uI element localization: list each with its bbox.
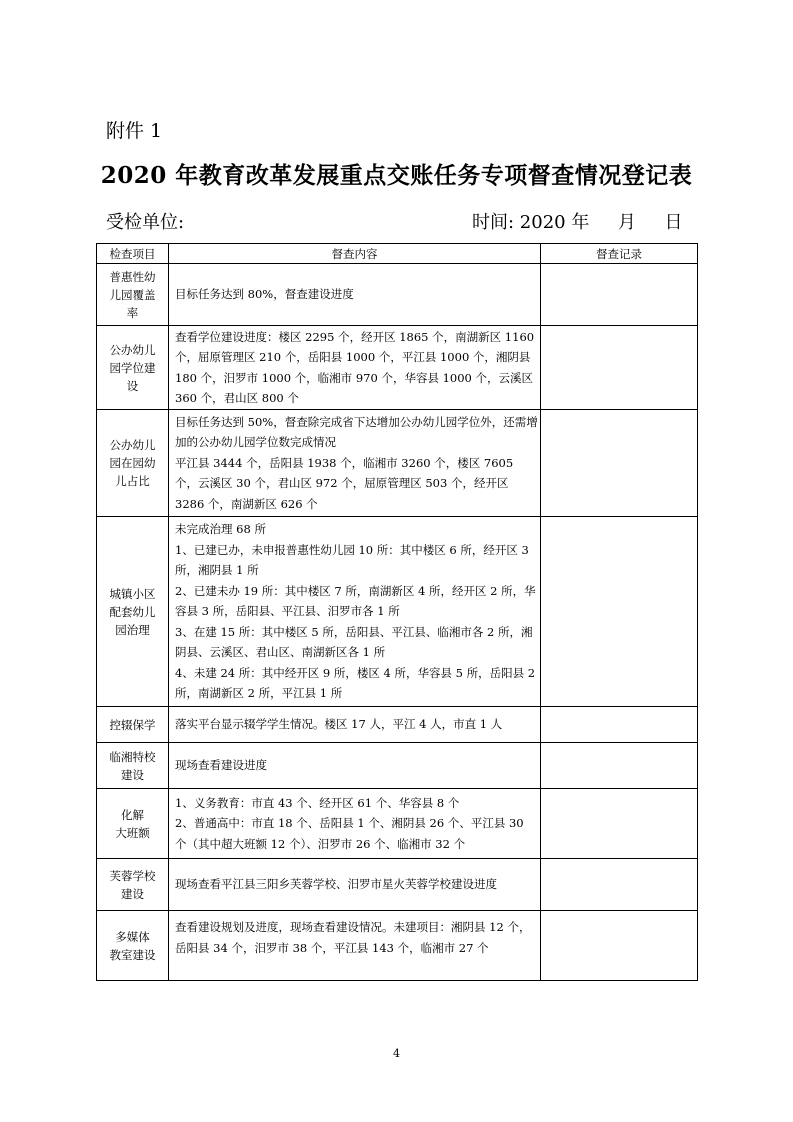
- row-record-cell[interactable]: [541, 410, 698, 517]
- row-record-cell[interactable]: [541, 707, 698, 743]
- row-item: 多媒体 教室建设: [97, 911, 169, 981]
- row-content: 1、义务教育：市直 43 个、经开区 61 个、华容县 8 个 2、普通高中：市直 18 个、岳阳县 1 个、湘阴县 26 个、平江县 30 个（其中超大班额 12 个）、汨罗市 26 个、临湘市 32 个: [169, 789, 541, 859]
- table-row: [97, 911, 698, 981]
- table-row: [97, 517, 698, 707]
- table-row: [97, 326, 698, 410]
- row-content: 目标任务达到 50%，督查除完成省下达增加公办幼儿园学位外，还需增加的公办幼儿园学位数完成情况 平江县 3444 个，岳阳县 1938 个，临湘市 3260 个，楼区 7605 个，云溪区 30 个，君山区 972 个，屈原管理区 503 个，经开区 3286 个，南湖新区 626 个: [169, 410, 541, 517]
- table-row: [97, 707, 698, 743]
- column-header-content: 督查内容: [169, 244, 541, 264]
- row-item: 城镇小区配套幼儿园治理: [97, 517, 169, 707]
- row-content: 落实平台显示辍学学生情况。楼区 17 人，平江 4 人，市直 1 人: [169, 707, 541, 743]
- table-row: [97, 743, 698, 789]
- row-record-cell[interactable]: [541, 911, 698, 981]
- row-record-cell[interactable]: [541, 517, 698, 707]
- row-content: 查看学位建设进度：楼区 2295 个，经开区 1865 个，南湖新区 1160 个，屈原管理区 210 个，岳阳县 1000 个，平江县 1000 个，湘阴县 180 个，汨罗市 1000 个，临湘市 970 个，华容县 1000 个，云溪区 360 个，君山区 800 个: [169, 326, 541, 410]
- row-content: 现场查看建设进度: [169, 743, 541, 789]
- row-content: 目标任务达到 80%，督查建设进度: [169, 264, 541, 326]
- column-header-record: 督查记录: [541, 244, 698, 264]
- table-row: [97, 264, 698, 326]
- column-header-item: 检查项目: [97, 244, 169, 264]
- inspection-table: [96, 243, 698, 981]
- row-item: 芙蓉学校建设: [97, 859, 169, 911]
- table-row: [97, 859, 698, 911]
- inspected-unit-label: 受检单位:: [106, 212, 185, 233]
- table-header-row: [97, 244, 698, 264]
- row-item: 化解 大班额: [97, 789, 169, 859]
- document-title: 2020 年教育改革发展重点交账任务专项督查情况登记表: [100, 162, 693, 189]
- row-item: 控辍保学: [97, 707, 169, 743]
- row-record-cell[interactable]: [541, 326, 698, 410]
- row-record-cell[interactable]: [541, 789, 698, 859]
- row-item: 普惠性幼儿园覆盖率: [97, 264, 169, 326]
- row-content: 现场查看平江县三阳乡芙蓉学校、汨罗市星火芙蓉学校建设进度: [169, 859, 541, 911]
- row-content: 未完成治理 68 所 1、已建已办，未申报普惠性幼儿园 10 所：其中楼区 6 所，经开区 3 所，湘阴县 1 所 2、已建未办 19 所：其中楼区 7 所，南湖新区 4 所，经开区 2 所，华容县 3 所，岳阳县、平江县、汨罗市各 1 所 3、在建 15 所：其中楼区 5 所，岳阳县、平江县、临湘市各 2 所，湘阴县、云溪区、君山区、南湖新区各 1 所 4、未建 24 所：其中经开区 9 所，楼区 4 所，华容县 5 所，岳阳县 2 所，南湖新区 2 所，平江县 1 所: [169, 517, 541, 707]
- date-label: 时间: 2020 年 月 日: [472, 212, 683, 233]
- attachment-label: 附件 1: [106, 120, 163, 142]
- row-record-cell[interactable]: [541, 859, 698, 911]
- row-item: 公办幼儿园学位建设: [97, 326, 169, 410]
- table-row: [97, 410, 698, 517]
- row-record-cell[interactable]: [541, 743, 698, 789]
- row-item: 临湘特校建设: [97, 743, 169, 789]
- table-row: [97, 789, 698, 859]
- page-number: 4: [393, 1047, 400, 1060]
- row-record-cell[interactable]: [541, 264, 698, 326]
- row-content: 查看建设规划及进度，现场查看建设情况。未建项目：湘阴县 12 个，岳阳县 34 个，汨罗市 38 个，平江县 143 个，临湘市 27 个: [169, 911, 541, 981]
- row-item: 公办幼儿园在园幼儿占比: [97, 410, 169, 517]
